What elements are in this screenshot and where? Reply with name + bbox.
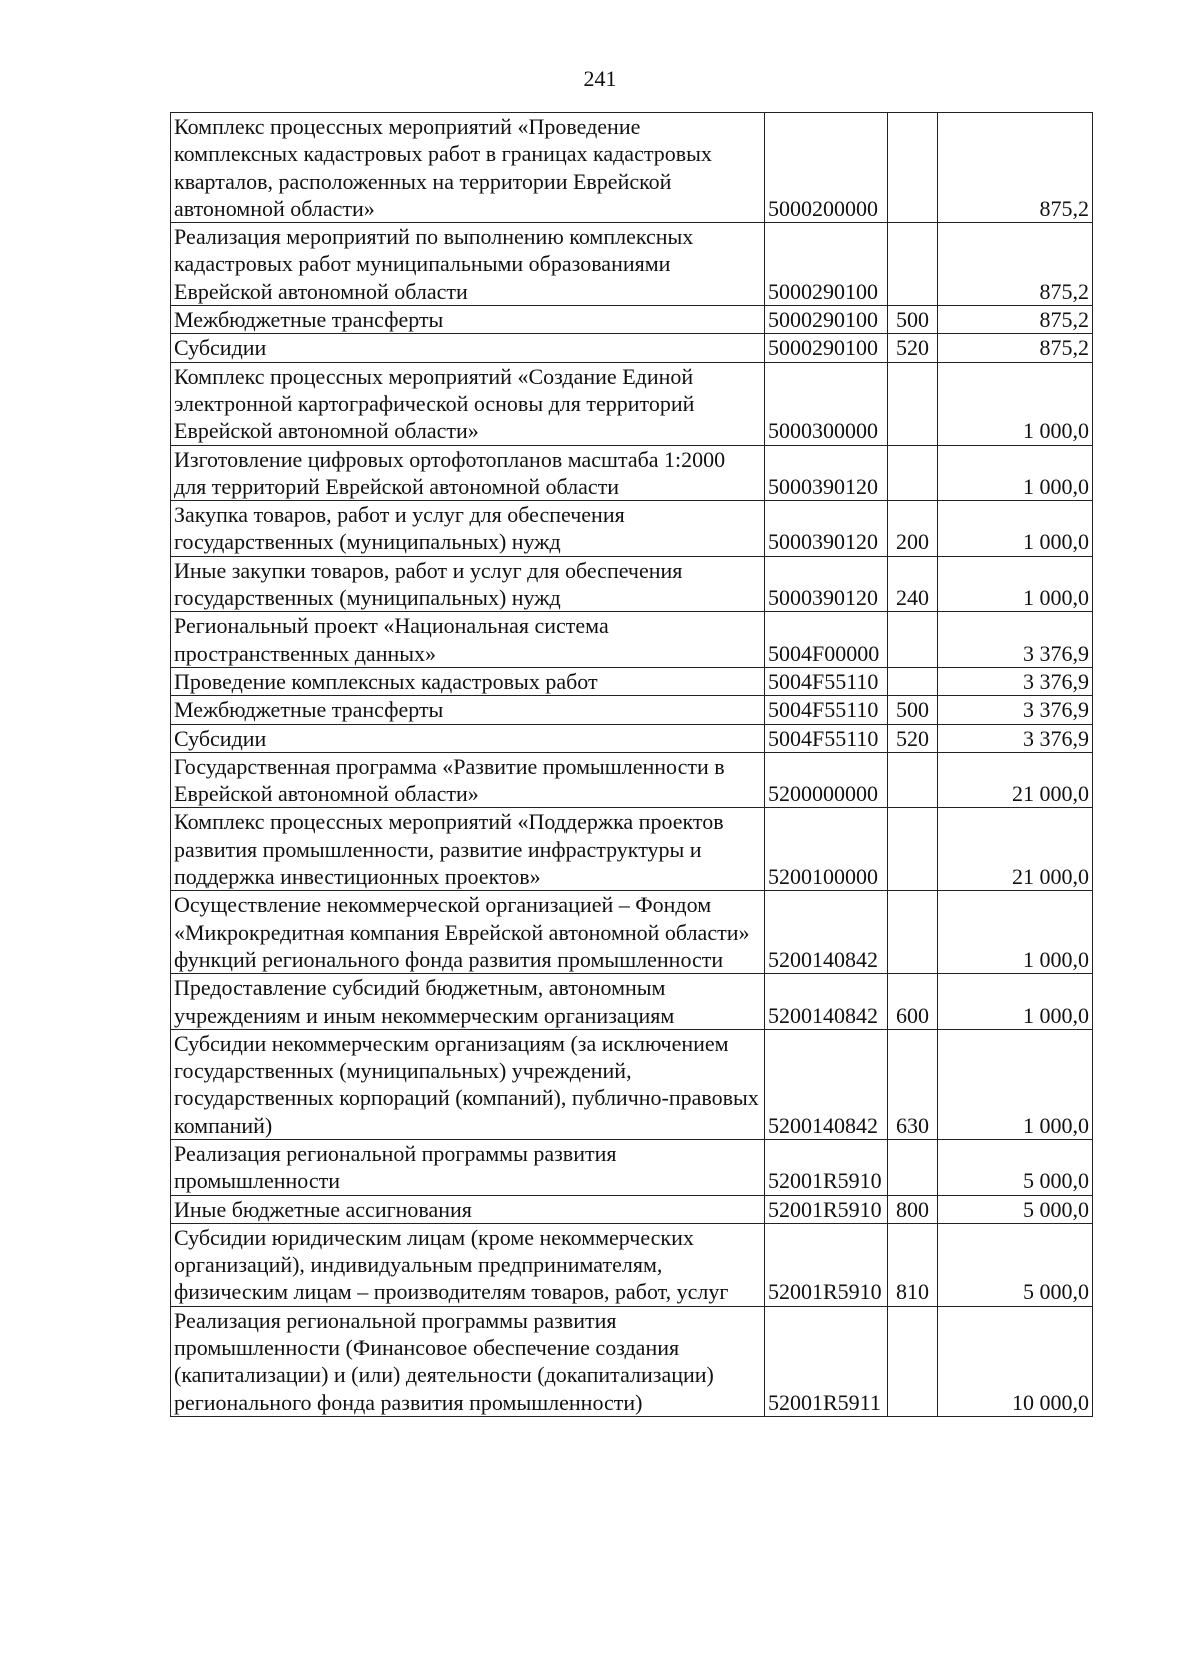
row-code-cell: 5000300000 — [765, 362, 888, 445]
budget-table — [170, 112, 1093, 1417]
row-name-cell: Субсидии — [171, 334, 765, 362]
row-type-cell — [888, 752, 938, 808]
row-sum-cell: 1 000,0 — [938, 891, 1093, 974]
row-type-cell — [888, 362, 938, 445]
row-code-cell: 5000290100 — [765, 223, 888, 306]
row-type-cell — [888, 445, 938, 501]
row-name-cell: Реализация региональной программы развития промышленности — [171, 1139, 765, 1195]
table-row — [171, 306, 1093, 334]
row-type-cell — [888, 612, 938, 668]
table-row — [171, 724, 1093, 752]
row-code-cell: 5200140842 — [765, 974, 888, 1030]
page-number: 241 — [583, 66, 617, 91]
row-name-cell: Проведение комплексных кадастровых работ — [171, 667, 765, 695]
row-code-cell: 5200140842 — [765, 1029, 888, 1139]
row-name-cell: Государственная программа «Развитие промышленности в Еврейской автономной области» — [171, 752, 765, 808]
table-row — [171, 334, 1093, 362]
row-code-cell: 5000290100 — [765, 334, 888, 362]
row-name-cell: Комплекс процессных мероприятий «Поддержка проектов развития промышленности, развитие инфраструктуры и поддержка инвестиционных проектов» — [171, 808, 765, 891]
row-type-cell: 630 — [888, 1029, 938, 1139]
row-type-cell — [888, 223, 938, 306]
row-sum-cell: 875,2 — [938, 306, 1093, 334]
table-row — [171, 752, 1093, 808]
row-name-cell: Субсидии юридическим лицам (кроме некоммерческих организаций), индивидуальным предпринимателям, физическим лицам – производителям товаров, работ, услуг — [171, 1223, 765, 1306]
row-type-cell: 240 — [888, 556, 938, 612]
row-sum-cell: 1 000,0 — [938, 501, 1093, 557]
row-type-cell: 520 — [888, 724, 938, 752]
row-sum-cell: 1 000,0 — [938, 445, 1093, 501]
row-name-cell: Иные бюджетные ассигнования — [171, 1195, 765, 1223]
row-type-cell — [888, 1139, 938, 1195]
row-code-cell: 5004F55110 — [765, 667, 888, 695]
row-sum-cell: 3 376,9 — [938, 667, 1093, 695]
row-sum-cell: 1 000,0 — [938, 362, 1093, 445]
row-name-cell: Межбюджетные трансферты — [171, 696, 765, 724]
row-sum-cell: 5 000,0 — [938, 1195, 1093, 1223]
row-sum-cell: 21 000,0 — [938, 808, 1093, 891]
row-type-cell: 810 — [888, 1223, 938, 1306]
budget-table-body — [171, 113, 1093, 1417]
table-row — [171, 891, 1093, 974]
table-row — [171, 696, 1093, 724]
row-name-cell: Региональный проект «Национальная система пространственных данных» — [171, 612, 765, 668]
row-type-cell: 600 — [888, 974, 938, 1030]
row-code-cell: 5200000000 — [765, 752, 888, 808]
row-code-cell: 5200140842 — [765, 891, 888, 974]
table-row — [171, 362, 1093, 445]
table-row — [171, 445, 1093, 501]
row-name-cell: Субсидии некоммерческим организациям (за исключением государственных (муниципальных) учреждений, государственных корпораций (компаний), публично-правовых компаний) — [171, 1029, 765, 1139]
row-code-cell: 5004F00000 — [765, 612, 888, 668]
row-type-cell: 800 — [888, 1195, 938, 1223]
row-sum-cell: 3 376,9 — [938, 612, 1093, 668]
table-row — [171, 808, 1093, 891]
table-row — [171, 667, 1093, 695]
row-code-cell: 52001R5911 — [765, 1306, 888, 1416]
row-type-cell: 520 — [888, 334, 938, 362]
table-row — [171, 113, 1093, 223]
row-type-cell — [888, 808, 938, 891]
row-code-cell: 5200100000 — [765, 808, 888, 891]
row-type-cell: 500 — [888, 306, 938, 334]
row-type-cell — [888, 667, 938, 695]
row-sum-cell: 875,2 — [938, 334, 1093, 362]
table-row — [171, 223, 1093, 306]
row-code-cell: 5000390120 — [765, 445, 888, 501]
row-name-cell: Комплекс процессных мероприятий «Проведение комплексных кадастровых работ в границах кадастровых кварталов, расположенных на территории Еврейской автономной области» — [171, 113, 765, 223]
row-sum-cell: 5 000,0 — [938, 1223, 1093, 1306]
table-row — [171, 1139, 1093, 1195]
row-code-cell: 5004F55110 — [765, 696, 888, 724]
row-sum-cell: 10 000,0 — [938, 1306, 1093, 1416]
row-sum-cell: 3 376,9 — [938, 724, 1093, 752]
row-name-cell: Реализация региональной программы развития промышленности (Финансовое обеспечение создания (капитализации) и (или) деятельности (докапитализации) регионального фонда развития промышленности) — [171, 1306, 765, 1416]
row-sum-cell: 5 000,0 — [938, 1139, 1093, 1195]
row-name-cell: Предоставление субсидий бюджетным, автономным учреждениям и иным некоммерческим организациям — [171, 974, 765, 1030]
row-name-cell: Межбюджетные трансферты — [171, 306, 765, 334]
row-sum-cell: 21 000,0 — [938, 752, 1093, 808]
row-name-cell: Закупка товаров, работ и услуг для обеспечения государственных (муниципальных) нужд — [171, 501, 765, 557]
row-name-cell: Реализация мероприятий по выполнению комплексных кадастровых работ муниципальными образованиями Еврейской автономной области — [171, 223, 765, 306]
row-type-cell — [888, 891, 938, 974]
table-row — [171, 1195, 1093, 1223]
table-row — [171, 1029, 1093, 1139]
row-type-cell — [888, 1306, 938, 1416]
row-code-cell: 5000290100 — [765, 306, 888, 334]
table-row — [171, 501, 1093, 557]
row-code-cell: 52001R5910 — [765, 1223, 888, 1306]
row-name-cell: Осуществление некоммерческой организацией – Фондом «Микрокредитная компания Еврейской автономной области» функций регионального фонда развития промышленности — [171, 891, 765, 974]
row-type-cell: 200 — [888, 501, 938, 557]
row-name-cell: Субсидии — [171, 724, 765, 752]
table-row — [171, 1306, 1093, 1416]
table-row — [171, 974, 1093, 1030]
row-code-cell: 5004F55110 — [765, 724, 888, 752]
row-type-cell: 500 — [888, 696, 938, 724]
table-row — [171, 612, 1093, 668]
row-code-cell: 5000200000 — [765, 113, 888, 223]
row-code-cell: 5000390120 — [765, 501, 888, 557]
row-sum-cell: 875,2 — [938, 223, 1093, 306]
row-sum-cell: 1 000,0 — [938, 556, 1093, 612]
row-name-cell: Комплекс процессных мероприятий «Создание Единой электронной картографической основы для территорий Еврейской автономной области» — [171, 362, 765, 445]
row-code-cell: 52001R5910 — [765, 1195, 888, 1223]
row-code-cell: 5000390120 — [765, 556, 888, 612]
row-name-cell: Иные закупки товаров, работ и услуг для обеспечения государственных (муниципальных) нужд — [171, 556, 765, 612]
row-sum-cell: 1 000,0 — [938, 974, 1093, 1030]
row-code-cell: 52001R5910 — [765, 1139, 888, 1195]
row-name-cell: Изготовление цифровых ортофотопланов масштаба 1:2000 для территорий Еврейской автономной области — [171, 445, 765, 501]
table-row — [171, 1223, 1093, 1306]
row-sum-cell: 875,2 — [938, 113, 1093, 223]
row-type-cell — [888, 113, 938, 223]
table-row — [171, 556, 1093, 612]
row-sum-cell: 1 000,0 — [938, 1029, 1093, 1139]
row-sum-cell: 3 376,9 — [938, 696, 1093, 724]
